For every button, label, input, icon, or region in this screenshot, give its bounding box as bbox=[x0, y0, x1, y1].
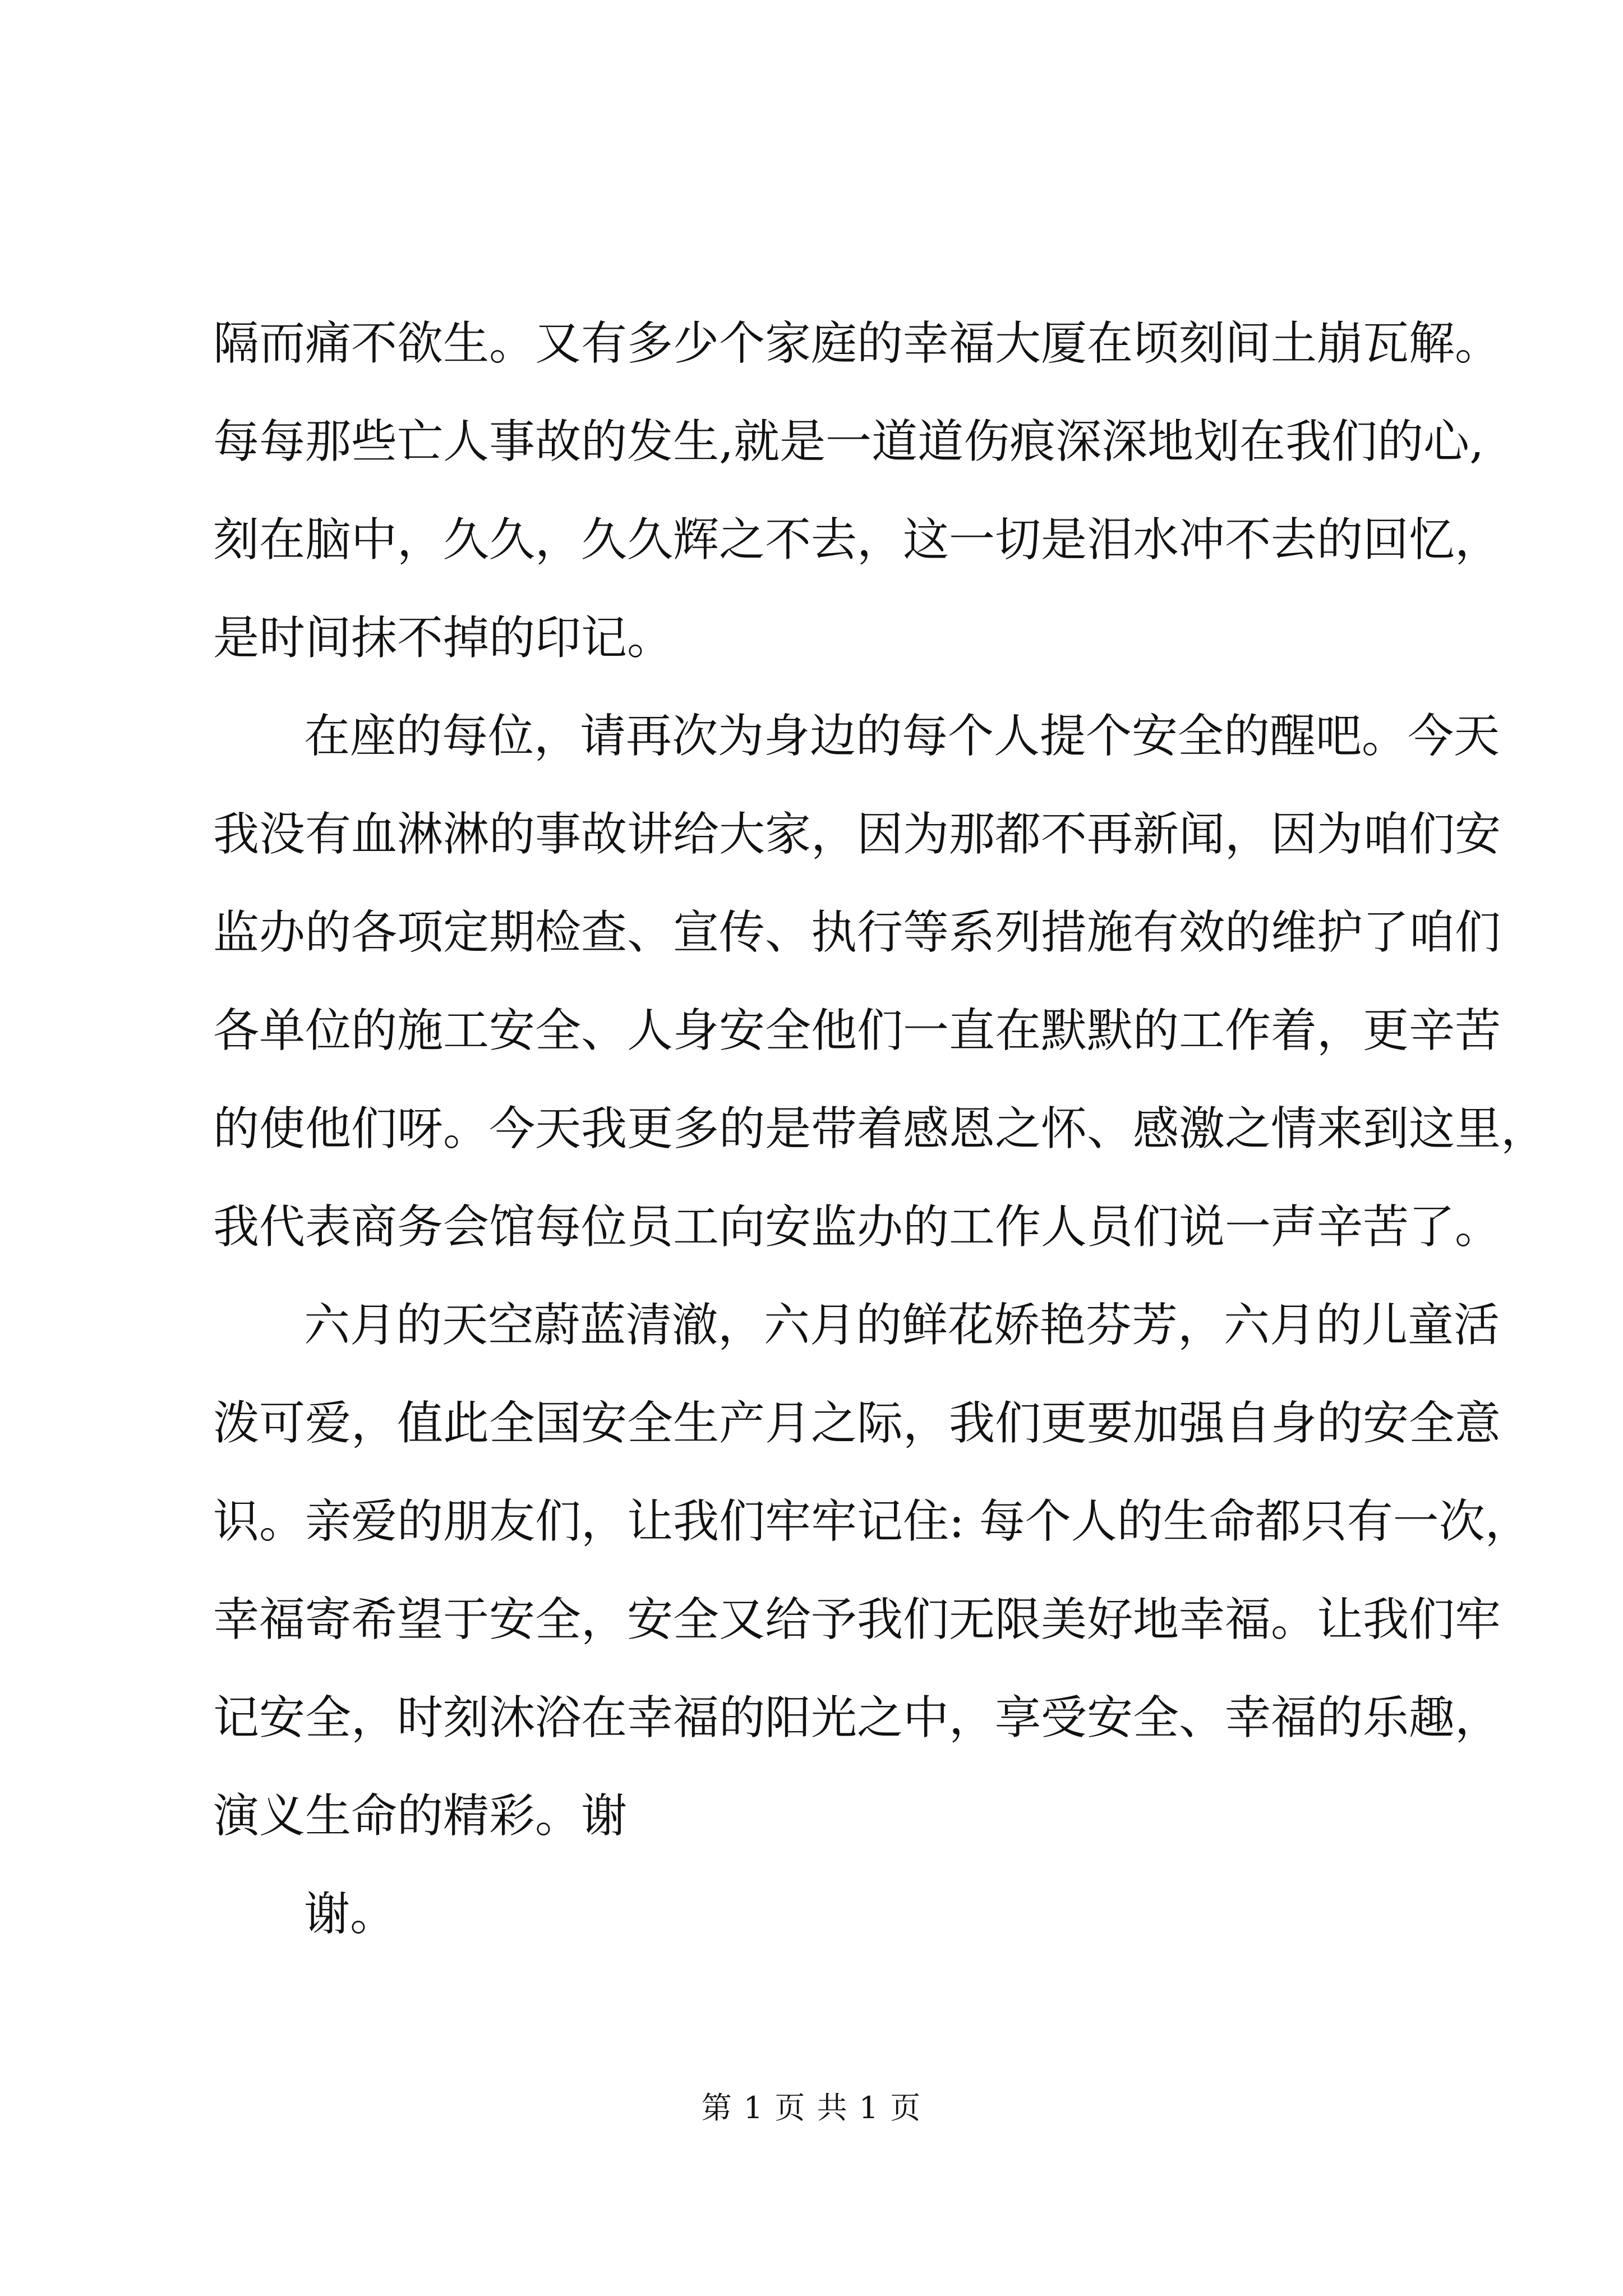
paragraph-start-line: 在座的每位，请再次为身边的每个人提个安全的醒吧。今天 bbox=[304, 710, 1500, 763]
text-line: 的使他们呀。今天我更多的是带着感恩之怀、感激之情来到这里， bbox=[213, 1102, 1547, 1156]
paragraph-start-line: 谢。 bbox=[304, 1888, 396, 1941]
text-line: 是时间抹不掉的印记。 bbox=[213, 611, 674, 665]
text-line: 识。亲爱的朋友们，让我们牢牢记住: 每个人的生命都只有一次， bbox=[213, 1495, 1531, 1548]
page-footer bbox=[0, 2086, 1623, 2131]
text-line: 我没有血淋淋的事故讲给大家，因为那都不再新闻，因为咱们安 bbox=[213, 808, 1501, 861]
text-line: 演义生命的精彩。谢 bbox=[213, 1789, 628, 1843]
text-line: 记安全，时刻沐浴在幸福的阳光之中，享受安全、幸福的乐趣， bbox=[213, 1691, 1501, 1745]
text-line: 隔而痛不欲生。又有多少个家庭的幸福大厦在顷刻间土崩瓦解。 bbox=[213, 317, 1501, 370]
text-line: 监办的各项定期检查、宣传、执行等系列措施有效的维护了咱们 bbox=[213, 906, 1501, 959]
text-line: 我代表商务会馆每位员工向安监办的工作人员们说一声辛苦了。 bbox=[213, 1200, 1501, 1254]
text-line: 泼可爱，值此全国安全生产月之际，我们更要加强自身的安全意 bbox=[213, 1397, 1501, 1450]
page-number: 第 1 页 共 1 页 bbox=[701, 2090, 922, 2125]
text-line: 各单位的施工安全、人身安全他们一直在默默的工作着，更辛苦 bbox=[213, 1004, 1501, 1057]
text-line: 每每那些亡人事故的发生,就是一道道伤痕深深地划在我们的心, bbox=[213, 415, 1484, 468]
text-line: 幸福寄希望于安全，安全又给予我们无限美好地幸福。让我们牢 bbox=[213, 1593, 1501, 1646]
paragraph-start-line: 六月的天空蔚蓝清澈，六月的鲜花娇艳芬芳，六月的儿童活 bbox=[304, 1299, 1500, 1352]
text-line: 刻在脑中，久久，久久辉之不去，这一切是泪水冲不去的回忆， bbox=[213, 513, 1501, 567]
document-body bbox=[213, 295, 1547, 1963]
